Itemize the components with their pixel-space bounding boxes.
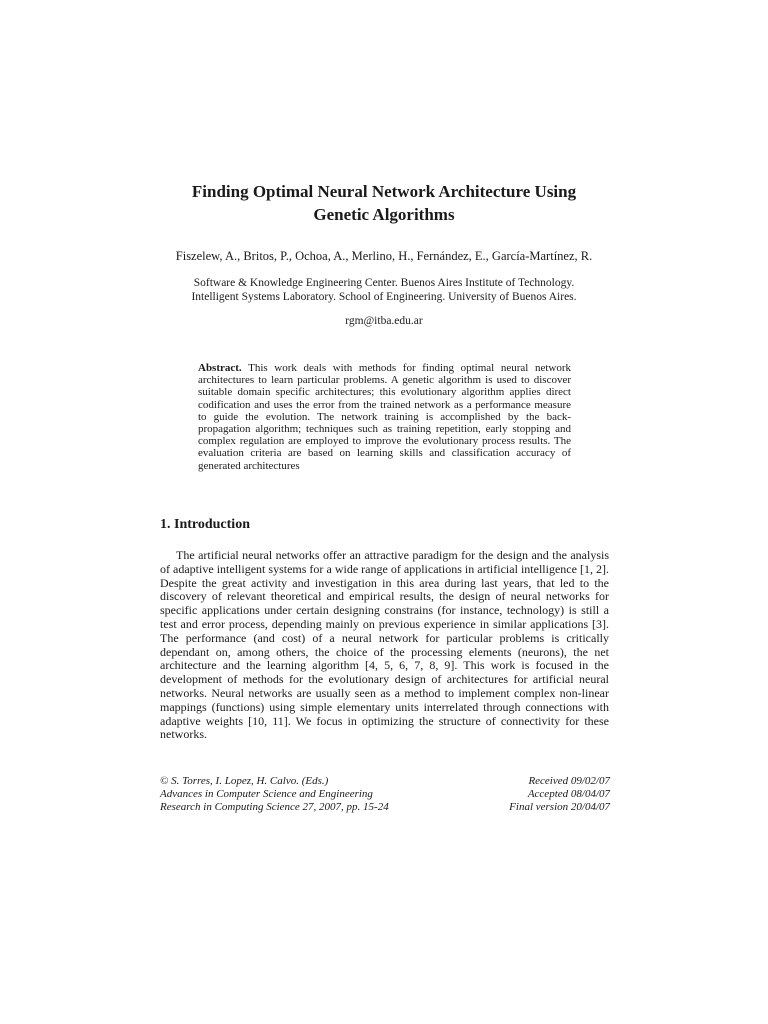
paper-title — [130, 180, 638, 226]
footer-editors: © S. Torres, I. Lopez, H. Calvo. (Eds.) — [160, 775, 329, 787]
footer-series: Research in Computing Science 27, 2007, pp. 15-24 — [160, 801, 389, 813]
paper-title-line-1: Finding Optimal Neural Network Architecture Using — [191, 182, 577, 201]
abstract-block — [198, 362, 571, 472]
footer-dates — [509, 775, 610, 814]
footer-journal: Advances in Computer Science and Engineering — [160, 788, 373, 800]
paper-authors: Fiszelew, A., Britos, P., Ochoa, A., Merlino, H., Fernández, E., García-Martínez, R. — [175, 249, 593, 263]
section-heading-introduction: 1. Introduction — [160, 517, 250, 532]
paper-affiliation — [130, 276, 638, 304]
footer-citation — [160, 775, 389, 814]
abstract-text: This work deals with methods for finding optimal neural network architectures to learn particular problems. A genetic algorithm is used to discover suitable domain specific architectures; this evolutionary algorithm applies direct codification and uses the error from the trained network as a performance measure to guide the evolution. The network training is accomplished by the back-propagation algorithm; techniques such as training repetition, early stopping and complex regulation are employed to improve the evolutionary process results. The evaluation criteria are based on learning skills and classification accuracy of generated architectures — [198, 362, 571, 472]
abstract-label: Abstract. — [198, 362, 242, 374]
footer-final-version: Final version 20/04/07 — [509, 801, 610, 813]
footer-accepted: Accepted 08/04/07 — [527, 788, 610, 800]
footer-received: Received 09/02/07 — [528, 775, 610, 787]
contact-email: rgm@itba.edu.ar — [345, 315, 423, 327]
paper-title-line-2: Genetic Algorithms — [313, 205, 455, 224]
introduction-paragraph: The artificial neural networks offer an attractive paradigm for the design and the analysis of adaptive intelligent systems for a wide range of applications in artificial intelligence [1, 2]. Despite the great activity and investigation in this area during last years, that led to the discovery of relevant theoretical and empirical results, the design of neural networks for specific applications under certain designing constrains (for instance, technology) is still a test and error process, depending mainly on previous experience in similar applications [3]. The performance (and cost) of a neural network for particular problems is critically dependant on, among others, the choice of the processing elements (neurons), the net architecture and the learning algorithm [4, 5, 6, 7, 8, 9]. This work is focused in the development of methods for the evolutionary design of architectures for artificial neural networks. Neural networks are usually seen as a method to implement complex non-linear mappings (functions) using simple elementary units interrelated through connections with adaptive weights [10, 11]. We focus in optimizing the structure of connectivity for these networks. — [160, 548, 609, 742]
affiliation-line-1: Software & Knowledge Engineering Center. Buenos Aires Institute of Technology. — [193, 277, 575, 289]
affiliation-line-2: Intelligent Systems Laboratory. School of Engineering. University of Buenos Aires. — [191, 291, 577, 303]
